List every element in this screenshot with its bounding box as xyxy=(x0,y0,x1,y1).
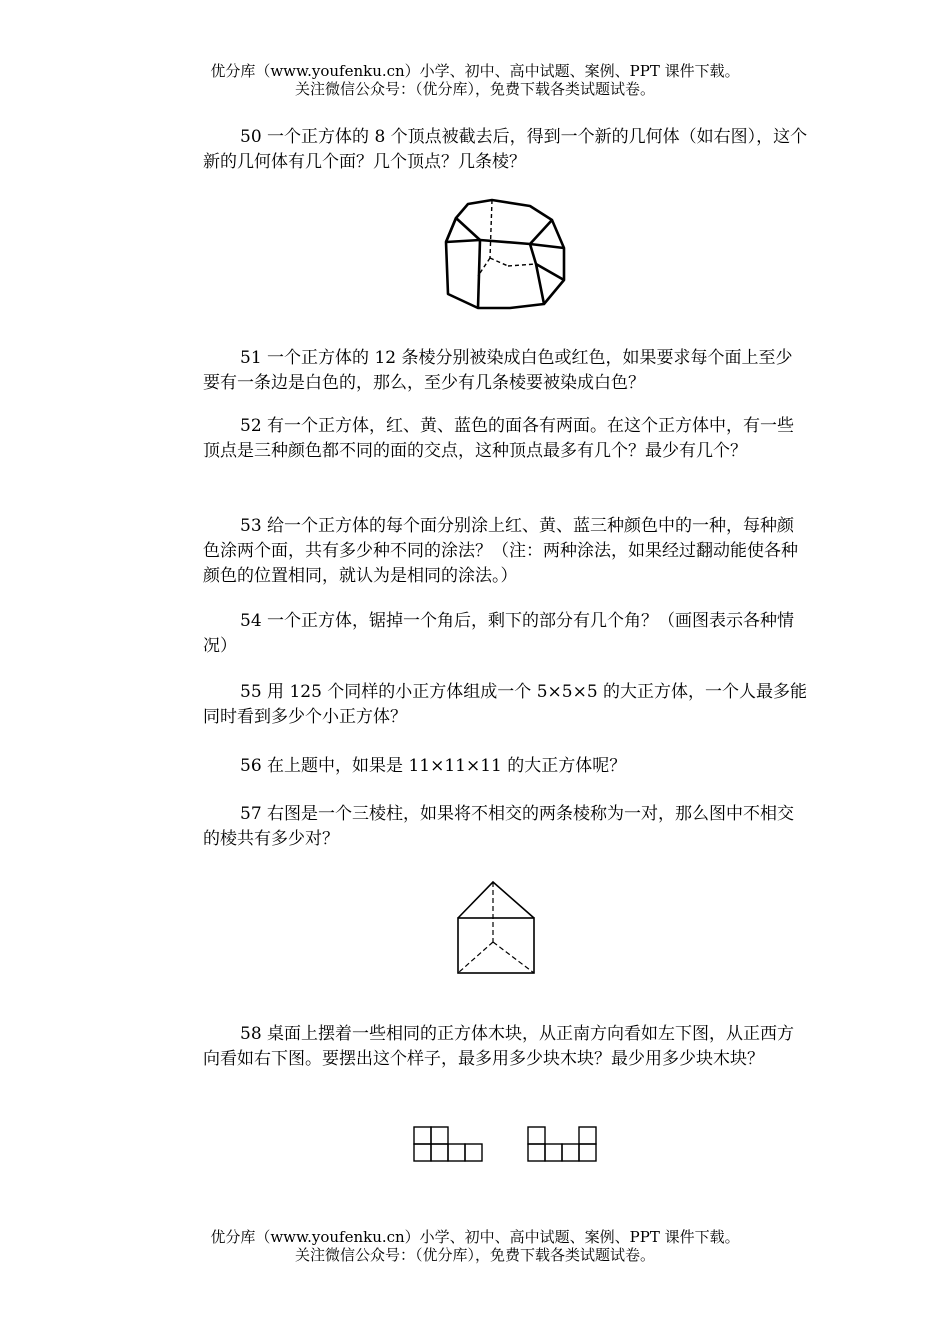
question-57: 57 右图是一个三棱柱，如果将不相交的两条棱称为一对，那么图中不相交的棱共有多少对？ xyxy=(203,804,795,849)
south-view-grid xyxy=(412,1124,484,1164)
question-52: 52 有一个正方体，红、黄、蓝色的面各有两面。在这个正方体中，有一些顶点是三种颜色都不同的面的交点，这种顶点最多有几个？最少有几个？ xyxy=(203,416,795,461)
question-51: 51 一个正方体的 12 条棱分别被染成白色或红色，如果要求每个面上至少要有一条边是白色的，那么，至少有几条棱要被染成白色？ xyxy=(203,348,793,393)
footer-line-1: 优分库（www.youfenku.cn）小学、初中、高中试题、案例、PPT 课件下载。 xyxy=(210,1228,740,1246)
footer-line-2: 关注微信公众号：（优分库），免费下载各类试题试卷。 xyxy=(294,1246,655,1264)
page-header xyxy=(0,62,950,98)
question-55: 55 用 125 个同样的小正方体组成一个 5×5×5 的大正方体，一个人最多能同时看到多少个小正方体？ xyxy=(203,682,808,727)
question-53: 53 给一个正方体的每个面分别涂上红、黄、蓝三种颜色中的一种，每种颜色涂两个面，共有多少种不同的涂法？（注：两种涂法，如果经过翻动能使各种颜色的位置相同，就认为是相同的涂法。） xyxy=(203,516,798,586)
header-line-1: 优分库（www.youfenku.cn）小学、初中、高中试题、案例、PPT 课件下载。 xyxy=(210,62,740,80)
header-line-2: 关注微信公众号：（优分库），免费下载各类试题试卷。 xyxy=(294,80,655,98)
truncated-cube-figure xyxy=(438,196,574,314)
triangular-prism-figure xyxy=(452,878,542,978)
west-view-grid xyxy=(526,1124,598,1164)
question-54: 54 一个正方体，锯掉一个角后，剩下的部分有几个角？（画图表示各种情况） xyxy=(203,611,795,656)
question-58: 58 桌面上摆着一些相同的正方体木块，从正南方向看如左下图，从正西方向看如右下图。要摆出这个样子，最多用多少块木块？最少用多少块木块？ xyxy=(203,1024,795,1069)
page-footer xyxy=(0,1228,950,1264)
question-56: 56 在上题中，如果是 11×11×11 的大正方体呢？ xyxy=(240,756,627,776)
question-50: 50 一个正方体的 8 个顶点被截去后，得到一个新的几何体（如右图），这个新的几何体有几个面？几个顶点？几条棱？ xyxy=(203,127,808,172)
